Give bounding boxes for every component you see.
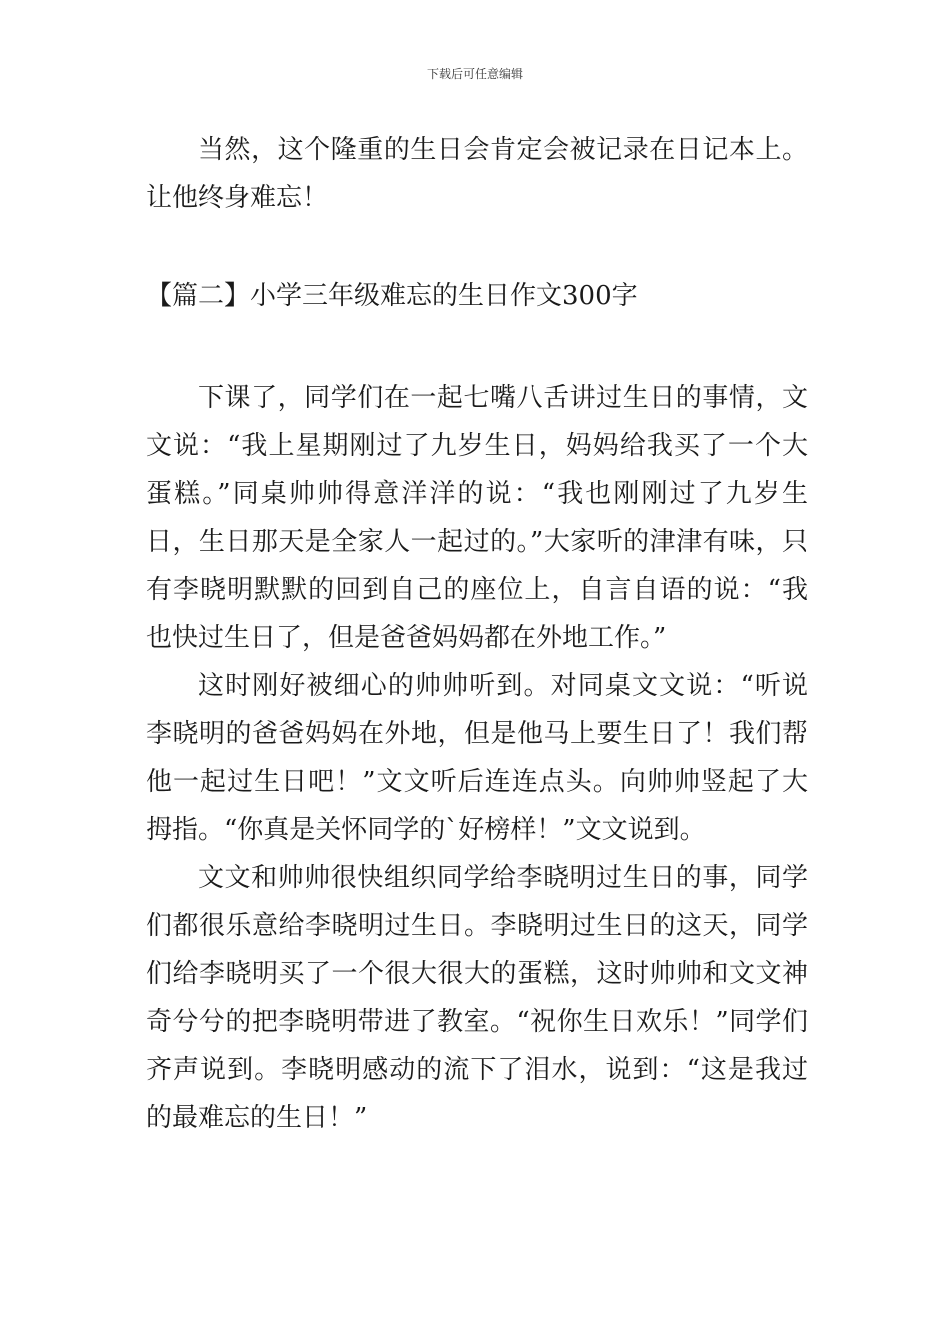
section-title: 【篇二】小学三年级难忘的生日作文300字 <box>146 281 638 311</box>
page-header-note: 下载后可任意编辑 <box>426 67 523 81</box>
essay-paragraph-2: 这时刚好被细心的帅帅听到。对同桌文文说：“听说李晓明的爸爸妈妈在外地，但是他马上要生日了！我们帮他一起过生日吧！”文文听后连连点头。向帅帅竖起了大拇指。“你真是关怀同学的`好榜样！”文文说到。 <box>146 671 808 845</box>
intro-paragraph: 当然，这个隆重的生日会肯定会被记录在日记本上。让他终身难忘！ <box>146 135 808 213</box>
essay-body <box>146 374 808 1142</box>
intro-block <box>146 126 808 222</box>
essay-paragraph-1: 下课了，同学们在一起七嘴八舌讲过生日的事情，文文说：“我上星期刚过了九岁生日，妈妈给我买了一个大蛋糕。”同桌帅帅得意洋洋的说：“我也刚刚过了九岁生日，生日那天是全家人一起过的。”大家听的津津有味，只有李晓明默默的回到自己的座位上，自言自语的说：“我也快过生日了，但是爸爸妈妈都在外地工作。” <box>146 383 808 653</box>
essay-paragraph-3: 文文和帅帅很快组织同学给李晓明过生日的事，同学们都很乐意给李晓明过生日。李晓明过生日的这天，同学们给李晓明买了一个很大很大的蛋糕，这时帅帅和文文神奇兮兮的把李晓明带进了教室。“祝你生日欢乐！”同学们齐声说到。李晓明感动的流下了泪水，说到：“这是我过的最难忘的生日！” <box>146 863 808 1133</box>
